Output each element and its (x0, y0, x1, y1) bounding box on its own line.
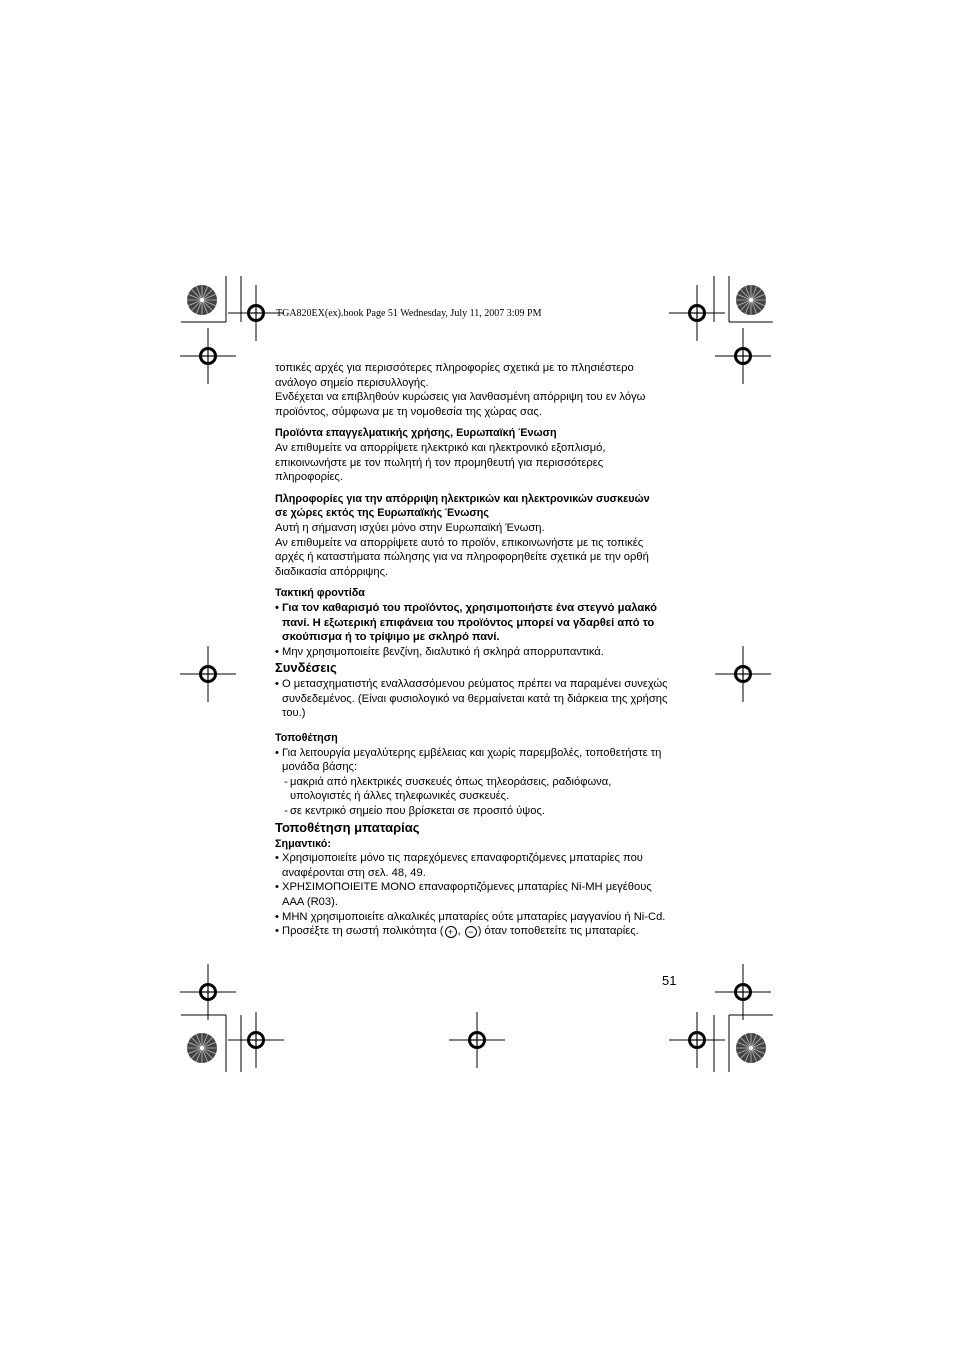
dash-line: - μακριά από ηλεκτρικές συσκευές όπως τηλεοράσεις, ραδιόφωνα, (290, 775, 612, 788)
business-line: πληροφορίες. (275, 471, 343, 484)
polarity-separator: , (457, 925, 464, 938)
dash-line: - σε κεντρικό σημείο που βρίσκεται σε προσιτό ύψος. (290, 805, 545, 818)
placement-dash-item (275, 804, 680, 819)
intro-line: τοπικές αρχές για περισσότερες πληροφορίες σχετικά με το πλησιέστερο (275, 362, 634, 374)
page-number: 51 (662, 973, 677, 988)
bullet-line: • ΜΗΝ χρησιμοποιείτε αλκαλικές μπαταρίες ούτε μπαταρίες μαγγανίου ή Ni-Cd. (282, 910, 666, 923)
connections-title: Συνδέσεις (275, 660, 337, 676)
business-heading: Προϊόντα επαγγελματικής χρήσης, Ευρωπαϊκή Ένωση (275, 427, 557, 440)
intro-line: προϊόντος, σύμφωνα με τη νομοθεσία της χώρας σας. (275, 405, 542, 418)
battery-note-heading: Σημαντικό: (275, 837, 331, 850)
bullet-line (282, 924, 680, 939)
bullet-line: • Για τον καθαρισμό του προϊόντος, χρησιμοποιήστε ένα στεγνό μαλακό (282, 601, 658, 614)
bullet-line: • ΧΡΗΣΙΜΟΠΟΙΕΙΤΕ ΜΟΝΟ επαναφορτιζόμενες μπαταρίες Ni-MH μεγέθους (282, 881, 652, 894)
care-heading: Τακτική φροντίδα (275, 587, 365, 600)
bullet-line: αναφέρονται στη σελ. 48, 49. (282, 866, 426, 879)
care-bullet-cleaning (275, 601, 680, 645)
bullet-line: AAA (R03). (282, 896, 338, 908)
bullet-line: πανί. Η εξωτερική επιφάνεια του προϊόντος μπορεί να γδαρθεί από το (282, 616, 655, 629)
dash-line: υπολογιστές ή άλλες τηλεφωνικές συσκευές. (290, 790, 510, 803)
intro-line: Ενδέχεται να επιβληθούν κυρώσεις για λανθασμένη απόρριψη του εν λόγω (275, 391, 646, 404)
battery-bullet (275, 880, 680, 909)
page-content (275, 361, 680, 939)
connections-bullet (275, 677, 680, 721)
bullet-line: • Ο μετασχηματιστής εναλλασσόμενου ρεύματος πρέπει να παραμένει συνεχώς (282, 678, 668, 691)
outside-eu-heading: σε χώρες εκτός της Ευρωπαϊκής Ένωσης (275, 507, 489, 520)
outside-eu-heading: Πληροφορίες για την απόρριψη ηλεκτρικών και ηλεκτρονικών συσκευών (275, 492, 650, 505)
placement-bullet (275, 746, 680, 775)
bullet-line: • Χρησιμοποιείτε μόνο τις παρεχόμενες επαναφορτιζόμενες μπαταρίες που (282, 852, 643, 865)
bullet-line: συνδεδεμένος. (Είναι φυσιολογικό να θερμαίνεται κατά τη διάρκεια της χρήσης (282, 692, 668, 705)
bullet-line: του.) (282, 707, 306, 720)
print-header-line: TGA820EX(ex).book Page 51 Wednesday, July 11, 2007 3:09 PM (276, 308, 542, 319)
minus-polarity-icon: − (465, 926, 477, 938)
business-line: επικοινωνήστε με τον πωλητή ή τον προμηθευτή για περισσότερες (275, 456, 604, 469)
bullet-line: • Για λειτουργία μεγαλύτερης εμβέλειας και χωρίς παρεμβολές, τοποθετήστε τη (282, 746, 662, 759)
polarity-text-post: ) όταν τοποθετείτε τις μπαταρίες. (477, 925, 639, 938)
outside-eu-line: αρχές ή καταστήματα πώλησης για να πληροφορηθείτε σχετικά με την ορθή (275, 551, 649, 564)
outside-eu-line: Αυτή η σήμανση ισχύει μόνο στην Ευρωπαϊκή Ένωση. (275, 521, 545, 534)
intro-line: ανάλογο σημείο περισυλλογής. (275, 376, 429, 389)
bullet-line: μονάδα βάσης: (282, 761, 358, 774)
placement-dash-item (275, 775, 680, 804)
outside-eu-line: Αν επιθυμείτε να απορρίψετε αυτό το προϊόν, επικοινωνήστε με τις τοπικές (275, 536, 644, 549)
bullet-line: σκούπισμα ή το τρίψιμο με σκληρό πανί. (282, 631, 500, 644)
bullet-line: • Μην χρησιμοποιείτε βενζίνη, διαλυτικό ή σκληρά απορρυπαντικά. (282, 645, 604, 658)
placement-heading: Τοποθέτηση (275, 732, 338, 745)
outside-eu-line: διαδικασία απόρριψης. (275, 565, 389, 578)
battery-bullet (275, 851, 680, 880)
battery-bullet (275, 910, 680, 925)
care-bullet-solvents (275, 645, 680, 660)
plus-polarity-icon: + (445, 926, 457, 938)
business-line: Αν επιθυμείτε να απορρίψετε ηλεκτρικό και ηλεκτρονικό εξοπλισμό, (275, 441, 606, 454)
battery-bullet-polarity (275, 924, 680, 939)
battery-title: Τοποθέτηση μπαταρίας (275, 819, 420, 835)
polarity-text-pre: Προσέξτε τη σωστή πολικότητα ( (282, 925, 444, 938)
